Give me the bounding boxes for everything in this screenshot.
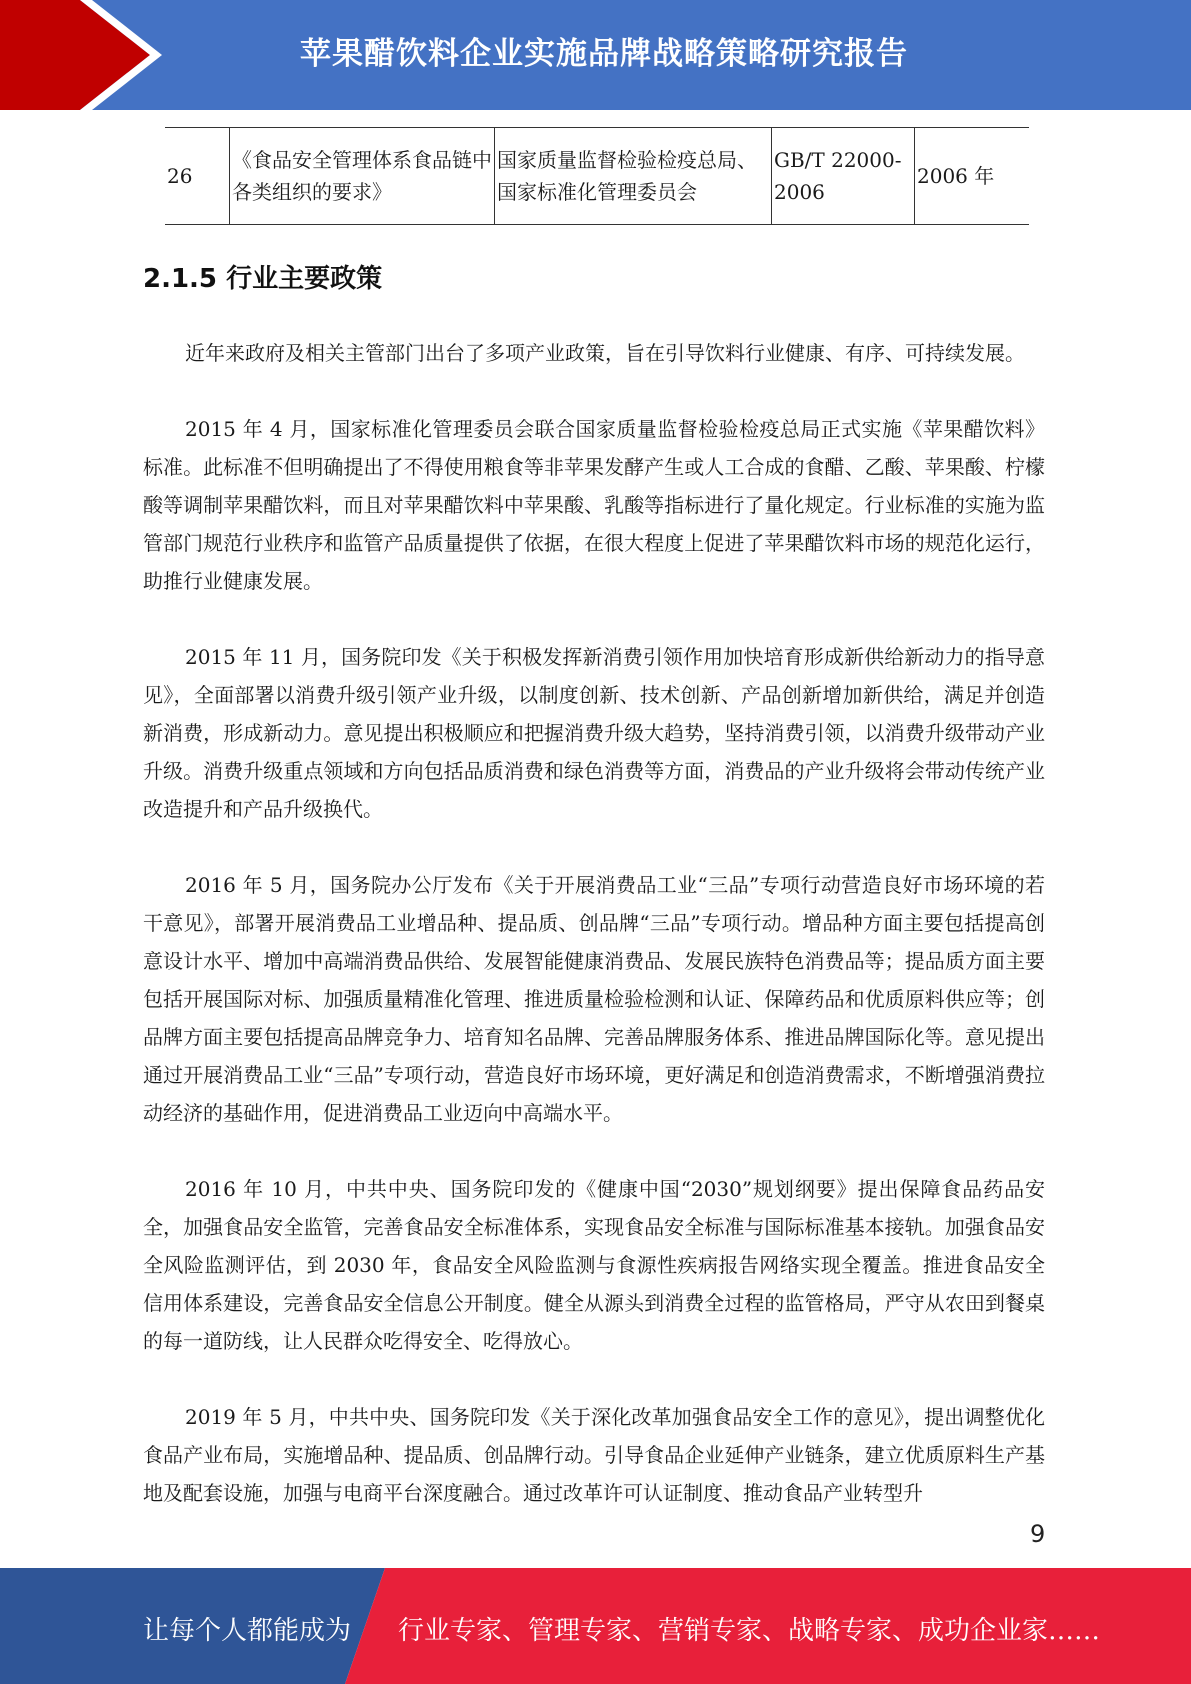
header-banner — [0, 0, 1191, 110]
table-row — [165, 128, 1029, 225]
page-number: 9 — [1030, 1520, 1046, 1548]
table-cell-name: 《食品安全管理体系食品链中各类组织的要求》 — [230, 128, 495, 225]
header-red-arrow — [0, 0, 150, 110]
paragraph: 2015 年 4 月，国家标准化管理委员会联合国家质量监督检验检疫总局正式实施《苹果醋饮料》标准。此标准不但明确提出了不得使用粮食等非苹果发酵产生或人工合成的食醋、乙酸、苹果酸、柠檬酸等调制苹果醋饮料，而且对苹果醋饮料中苹果酸、乳酸等指标进行了量化规定。行业标准的实施为监管部门规范行业秩序和监管产品质量提供了依据，在很大程度上促进了苹果醋饮料市场的规范化运行，助推行业健康发展。 — [143, 417, 1045, 593]
body-content — [143, 334, 1045, 1550]
table-cell-no: 26 — [165, 128, 230, 225]
standards-table — [165, 127, 1029, 225]
table-cell-code: GB/T 22000-2006 — [772, 128, 915, 225]
report-title: 苹果醋饮料企业实施品牌战略策略研究报告 — [300, 36, 908, 72]
footer-banner — [0, 1568, 1191, 1684]
paragraph: 2016 年 5 月，国务院办公厅发布《关于开展消费品工业“三品”专项行动营造良好市场环境的若干意见》，部署开展消费品工业增品种、提品质、创品牌“三品”专项行动。增品种方面主要包括提高创意设计水平、增加中高端消费品供给、发展智能健康消费品、发展民族特色消费品等；提品质方面主要包括开展国际对标、加强质量精准化管理、推进质量检验检测和认证、保障药品和优质原料供应等；创品牌方面主要包括提高品牌竞争力、培育知名品牌、完善品牌服务体系、推进品牌国际化等。意见提出通过开展消费品工业“三品”专项行动，营造良好市场环境，更好满足和创造消费需求，不断增强消费拉动经济的基础作用，促进消费品工业迈向中高端水平。 — [143, 873, 1045, 1125]
table-cell-year: 2006 年 — [915, 128, 1030, 225]
paragraph: 近年来政府及相关主管部门出台了多项产业政策，旨在引导饮料行业健康、有序、可持续发展。 — [185, 341, 1025, 365]
section-heading: 2.1.5 行业主要政策 — [143, 264, 383, 294]
table-cell-issuer: 国家质量监督检验检疫总局、国家标准化管理委员会 — [495, 128, 772, 225]
paragraph: 2016 年 10 月，中共中央、国务院印发的《健康中国“2030”规划纲要》提出保障食品药品安全，加强食品安全监管，完善食品安全标准体系，实现食品安全标准与国际标准基本接轨。加强食品安全风险监测评估，到 2030 年，食品安全风险监测与食源性疾病报告网络实现全覆盖。推进食品安全信用体系建设，完善食品安全信息公开制度。健全从源头到消费全过程的监管格局，严守从农田到餐桌的每一道防线，让人民群众吃得安全、吃得放心。 — [143, 1177, 1045, 1353]
paragraph: 2015 年 11 月，国务院印发《关于积极发挥新消费引领作用加快培育形成新供给新动力的指导意见》，全面部署以消费升级引领产业升级，以制度创新、技术创新、产品创新增加新供给，满足并创造新消费，形成新动力。意见提出积极顺应和把握消费升级大趋势，坚持消费引领，以消费升级带动产业升级。消费升级重点领域和方向包括品质消费和绿色消费等方面，消费品的产业升级将会带动传统产业改造提升和产品升级换代。 — [143, 645, 1045, 821]
footer-slogan-left: 让每个人都能成为 — [143, 1616, 352, 1646]
paragraph: 2019 年 5 月，中共中央、国务院印发《关于深化改革加强食品安全工作的意见》，提出调整优化食品产业布局，实施增品种、提品质、创品牌行动。引导食品企业延伸产业链条，建立优质原料生产基地及配套设施，加强与电商平台深度融合。通过改革许可认证制度、推动食品产业转型升 — [143, 1405, 1045, 1505]
footer-slogan-right: 行业专家、管理专家、营销专家、战略专家、成功企业家…… — [398, 1616, 1101, 1646]
